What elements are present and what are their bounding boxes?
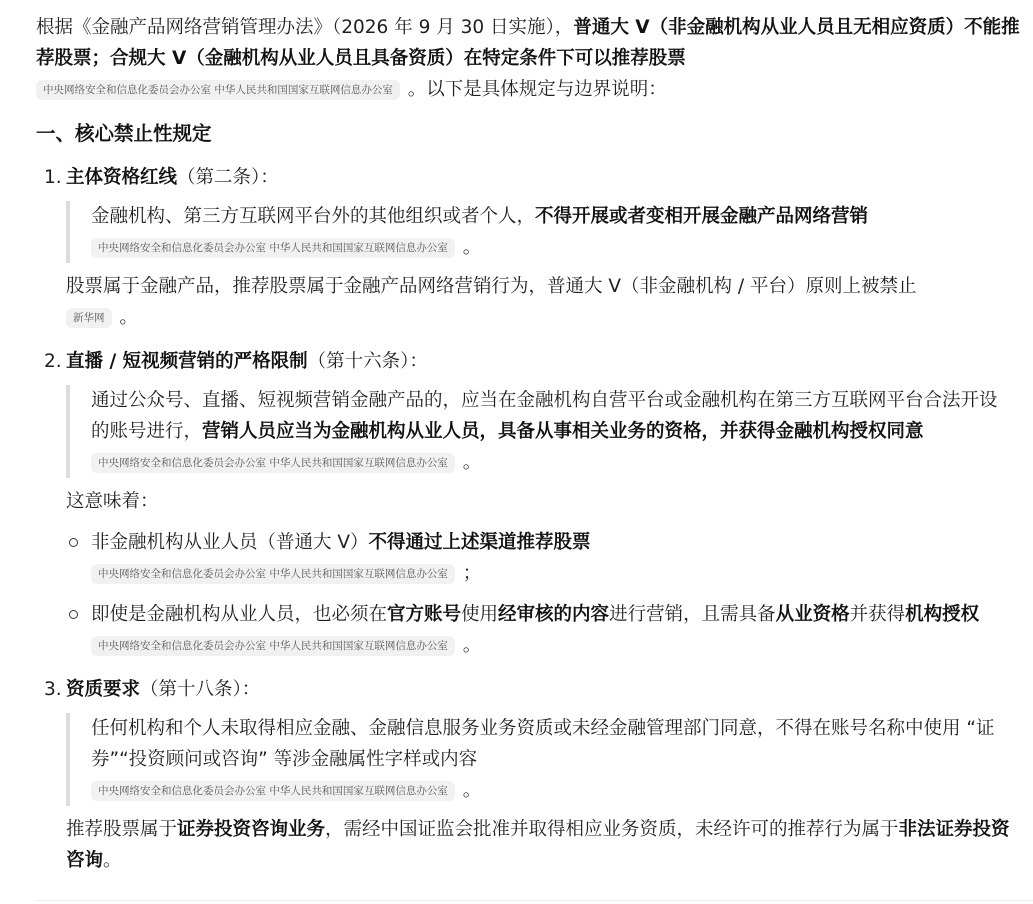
intro-text-end: 。以下是具体规定与边界说明： bbox=[407, 79, 667, 100]
intro-text: 根据《金融产品网络营销管理办法》（2026 年 9 月 30 日实施）， bbox=[36, 17, 574, 38]
list-number: 3. bbox=[44, 679, 62, 700]
explanation-paragraph bbox=[66, 271, 1011, 333]
para-end: 。 bbox=[103, 850, 122, 871]
section-heading: 一、核心禁止性规定 bbox=[36, 122, 212, 145]
circle-bullet-icon bbox=[69, 538, 78, 547]
citation-chip[interactable]: 新华网 bbox=[66, 308, 112, 328]
item-title-bold: 直播 / 短视频营销的严格限制 bbox=[66, 351, 308, 372]
quote-bold: 不得开展或者变相开展金融产品网络营销 bbox=[535, 206, 869, 227]
list-number: 2. bbox=[44, 351, 62, 372]
quote-text: 通过公众号、直播、短视频营销金融产品的，应当在金融机构自营平台或金融机构在第三方互联网平台合法开设的账号进行， bbox=[91, 390, 998, 442]
item-title bbox=[66, 674, 1033, 705]
citation-chip[interactable]: 中央网络安全和信息化委员会办公室 中华人民共和国国家互联网信息办公室 bbox=[91, 564, 455, 584]
citation-chip[interactable]: 中央网络安全和信息化委员会办公室 中华人民共和国国家互联网信息办公室 bbox=[91, 238, 455, 258]
sub-end: ； bbox=[462, 563, 482, 584]
list-item-3 bbox=[36, 674, 1033, 876]
para-text: 推荐股票属于 bbox=[66, 819, 178, 840]
quote-end: 。 bbox=[462, 780, 482, 801]
para-text: 股票属于金融产品，推荐股票属于金融产品网络营销行为，普通大 V（非金融机构 / 平台）原则上被禁止 bbox=[66, 276, 917, 297]
quote-end: 。 bbox=[462, 237, 482, 258]
sub-text: 非金融机构从业人员（普通大 V） bbox=[91, 532, 369, 553]
item-title-bold: 资质要求 bbox=[66, 679, 141, 700]
para-bold: 证券投资咨询业务 bbox=[177, 819, 326, 840]
item-title bbox=[66, 162, 1033, 193]
sub-list-item-2 bbox=[66, 599, 1011, 661]
blockquote bbox=[66, 201, 1001, 263]
item-title-rest: （第十六条）： bbox=[307, 351, 428, 372]
list-number: 1. bbox=[44, 167, 62, 188]
item-title bbox=[66, 346, 1033, 377]
item-title-rest: （第二条）： bbox=[177, 167, 279, 188]
circle-bullet-icon bbox=[69, 610, 78, 619]
para-bold: 非法证券投资咨询 bbox=[66, 819, 1010, 871]
sub-text: 并获得 bbox=[849, 604, 906, 625]
quote-text: 任何机构和个人未取得相应金融、金融信息服务业务资质或未经金融管理部门同意，不得在账号名称中使用 “证券”“投资顾问或咨询” 等涉金融属性字样或内容 bbox=[91, 718, 995, 770]
para-text: ，需经中国证监会批准并取得相应业务资质，未经许可的推荐行为属于 bbox=[325, 819, 899, 840]
citation-chip[interactable]: 中央网络安全和信息化委员会办公室 中华人民共和国国家互联网信息办公室 bbox=[91, 453, 455, 473]
citation-chip[interactable]: 中央网络安全和信息化委员会办公室 中华人民共和国国家互联网信息办公室 bbox=[36, 80, 400, 100]
sub-text: 使用 bbox=[461, 604, 499, 625]
para-end: 。 bbox=[119, 307, 138, 328]
sub-list-item-1 bbox=[66, 527, 1011, 589]
quote-end: 。 bbox=[462, 452, 482, 473]
sub-bold: 从业资格 bbox=[775, 604, 850, 625]
quote-text: 金融机构、第三方互联网平台外的其他组织或者个人， bbox=[91, 206, 536, 227]
citation-chip[interactable]: 中央网络安全和信息化委员会办公室 中华人民共和国国家互联网信息办公室 bbox=[91, 636, 455, 656]
list-item-1 bbox=[36, 162, 1033, 333]
blockquote bbox=[66, 385, 1001, 478]
explanation-paragraph bbox=[66, 814, 1011, 876]
intro-paragraph bbox=[36, 12, 1021, 105]
quote-bold: 营销人员应当为金融机构从业人员，具备从事相关业务的资格，并获得金融机构授权同意 bbox=[202, 421, 924, 442]
sub-end: 。 bbox=[462, 635, 482, 656]
item-title-bold: 主体资格红线 bbox=[66, 167, 178, 188]
item-title-rest: （第十八条）： bbox=[140, 679, 261, 700]
sub-text: 进行营销，且需具备 bbox=[609, 604, 776, 625]
sub-bold: 机构授权 bbox=[905, 604, 980, 625]
divider bbox=[36, 900, 1033, 901]
means-label: 这意味着： bbox=[66, 491, 159, 512]
list-item-2 bbox=[36, 346, 1033, 661]
sub-bold: 不得通过上述渠道推荐股票 bbox=[368, 532, 591, 553]
sub-text: 即使是金融机构从业人员，也必须在 bbox=[91, 604, 388, 625]
citation-chip[interactable]: 中央网络安全和信息化委员会办公室 中华人民共和国国家互联网信息办公室 bbox=[91, 781, 455, 801]
sub-bold: 官方账号 bbox=[387, 604, 462, 625]
sub-bold: 经审核的内容 bbox=[498, 604, 610, 625]
intro-bold-conclusion: 普通大 V（非金融机构从业人员且无相应资质）不能推荐股票；合规大 V（金融机构从业人员且具备资质）在特定条件下可以推荐股票 bbox=[36, 17, 1020, 69]
blockquote bbox=[66, 713, 1001, 806]
